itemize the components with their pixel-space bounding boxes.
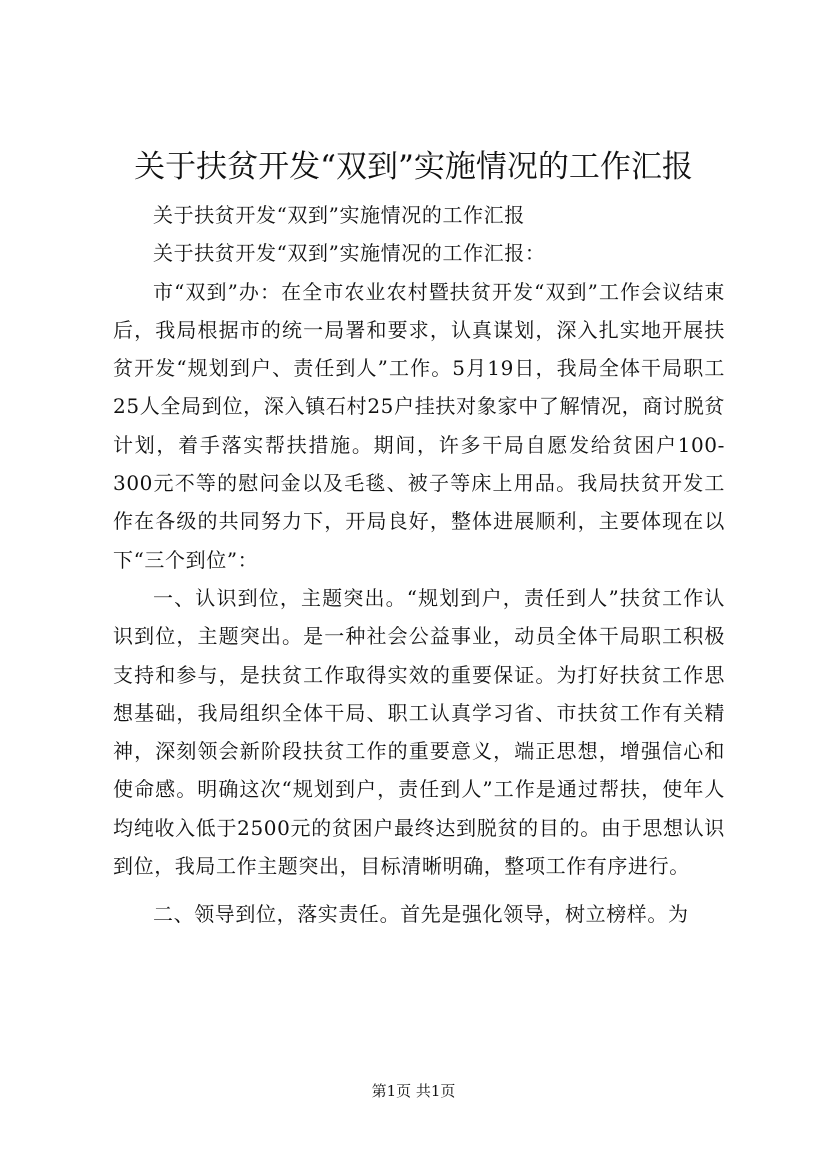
section-two-paragraph: 二、领导到位，落实责任。首先是强化领导，树立榜样。为 [153, 902, 689, 927]
section-one-paragraph: 一、认识到位，主题突出。“规划到户，责任到人”扶贫工作认识到位，主题突出。是一种社会公益事业，动员全体干局职工积极支持和参与，是扶贫工作取得实效的重要保证。为打好扶贫工作思想基础，我局组织全体干局、职工认真学习省、市扶贫工作有关精神，深刻领会新阶段扶贫工作的重要意义，端正思想，增强信心和使命感。明确这次“规划到户，责任到人”工作是通过帮扶，使年人均纯收入低于2500元的贫困户最终达到脱贫的目的。由于思想认识到位，我局工作主题突出，目标清晰明确，整项工作有序进行。 [113, 585, 725, 879]
subtitle-paragraph: 关于扶贫开发“双到”实施情况的工作汇报 [153, 203, 525, 227]
heading-paragraph: 关于扶贫开发“双到”实施情况的工作汇报： [153, 241, 546, 266]
intro-paragraph: 市“双到”办：在全市农业农村暨扶贫开发“双到”工作会议结束后，我局根据市的统一局署和要求，认真谋划，深入扎实地开展扶贫开发“规划到户、责任到人”工作。5月19日，我局全体干局职工25人全局到位，深入镇石村25户挂扶对象家中了解情况，商讨脱贫计划，着手落实帮扶措施。期间，许多干局自愿发给贫困户100-300元不等的慰问金以及毛毯、被子等床上用品。我局扶贫开发工作在各级的共同努力下，开局良好，整体进展顺利，主要体现在以下“三个到位”： [113, 279, 725, 572]
document-title: 关于扶贫开发“双到”实施情况的工作汇报 [134, 149, 693, 185]
document-body [113, 196, 725, 934]
page-footer: 第1页 共1页 [371, 1082, 456, 1100]
